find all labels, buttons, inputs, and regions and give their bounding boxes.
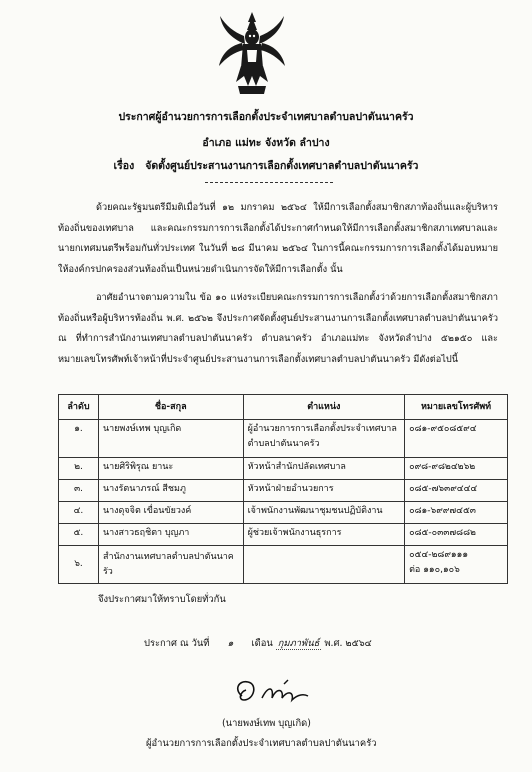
garuda-emblem-icon — [216, 10, 288, 96]
table-row — [59, 546, 508, 584]
row-phone: ๐๘๕-๐๓๓๗๘๘๒ — [405, 524, 508, 546]
row-name: นางดุจจิต เขื่อนขัยวงค์ — [98, 502, 243, 524]
announcement-title: ประกาศผู้อำนวยการการเลือกตั้งประจำเทศบาลตำบลปาตันนาครัว — [118, 111, 414, 123]
row-no: ๓. — [59, 480, 99, 502]
announce-year: พ.ศ. ๒๕๖๔ — [324, 638, 372, 649]
paragraph-2: อาศัยอำนาจตามความใน ข้อ ๑๐ แห่งระเบียบคณะกรรมการการเลือกตั้งว่าด้วยการเลือกตั้งสมาชิกสภาท้องถิ่นหรือผู้บริหารท้องถิ่น พ.ศ. ๒๕๖๒ จึงประกาศจัดตั้งศูนย์ประสานงานการเลือกตั้งเทศบาลตำบลปาตันนาครัว ณ ที่ทำการสำนักงานเทศบาลตำบลปาตันนาครัว ตำบลนาครัว อำเภอแม่ทะ จังหวัดลำปาง ๕๒๑๕๐ และหมายเลขโทรศัพท์เจ้าหน้าที่ประจำศูนย์ประสานงานการเลือกตั้งเทศบาลตำบลปาตันนาครัว มีดังต่อไปนี้ — [58, 292, 498, 365]
row-name: นายศิริพิรุณ ยานะ — [98, 458, 243, 480]
row-position: หัวหน้าสำนักปลัดเทศบาล — [243, 458, 405, 480]
subject-label: เรื่อง — [113, 160, 135, 172]
row-position: ผู้อำนวยการการเลือกตั้งประจำเทศบาลตำบลปาตันนาครัว — [243, 420, 405, 458]
signer-title: ผู้อำนวยการการเลือกตั้งประจำเทศบาลตำบลปาตันนาครัว — [146, 738, 377, 749]
row-position: หัวหน้าฝ่ายอำนวยการ — [243, 480, 405, 502]
announce-month: กุมภาพันธ์ — [277, 638, 320, 649]
table-row — [59, 420, 508, 458]
subject-line — [0, 157, 532, 174]
row-name: นางรัตนาภรณ์ สีชมภู — [98, 480, 243, 502]
row-phone: ๐๘๑-๖๙๙๗๔๕๓ — [405, 502, 508, 524]
row-phone: ๐๘๑-๙๕๐๘๕๙๔ — [405, 420, 508, 458]
row-name: นายพงษ์เทพ บุญเกิด — [98, 420, 243, 458]
row-position: เจ้าพนักงานพัฒนาชุมชนปฏิบัติงาน — [243, 502, 405, 524]
row-no: ๕. — [59, 524, 99, 546]
header-phone: หมายเลขโทรศัพท์ — [405, 395, 508, 420]
row-phone-ext: ต่อ ๑๑๐,๑๐๖ — [409, 565, 460, 575]
district-line: อำเภอ แม่ทะ จังหวัด ลำปาง — [202, 137, 330, 149]
row-no: ๑. — [59, 420, 99, 458]
closing-notice: จึงประกาศมาให้ทราบโดยทั่วกัน — [98, 594, 226, 605]
row-phone-main: ๐๕๔-๒๘๙๑๑๑ — [409, 550, 469, 560]
row-position: ผู้ช่วยเจ้าพนักงานธุรการ — [243, 524, 405, 546]
signer-name: (นายพงษ์เทพ บุญเกิด) — [222, 718, 311, 729]
announce-day: ๑ — [227, 638, 234, 649]
row-no: ๒. — [59, 458, 99, 480]
coordinator-table — [58, 394, 508, 584]
signature — [228, 676, 324, 710]
header-name: ชื่อ-สกุล — [98, 395, 243, 420]
table-row — [59, 524, 508, 546]
header-no: ลำดับ — [59, 395, 99, 420]
month-label: เดือน — [251, 638, 273, 649]
announce-date-line — [144, 636, 372, 651]
announce-label: ประกาศ ณ วันที่ — [144, 638, 210, 649]
row-phone — [405, 546, 508, 584]
title-separator — [205, 182, 333, 183]
subject-text: จัดตั้งศูนย์ประสานงานการเลือกตั้งเทศบาลตำบลปาตันนาครัว — [145, 160, 419, 172]
table-row — [59, 502, 508, 524]
row-no: ๔. — [59, 502, 99, 524]
table-header-row — [59, 395, 508, 420]
row-phone: ๐๙๘-๙๘๒๔๒๖๒ — [405, 458, 508, 480]
row-no: ๖. — [59, 546, 99, 584]
row-name: นางสาวธฤชิตา บุญภา — [98, 524, 243, 546]
row-position — [243, 546, 405, 584]
row-name: สำนักงานเทศบาลตำบลปาตันนาครัว — [98, 546, 243, 584]
table-row — [59, 458, 508, 480]
row-phone: ๐๘๕-๗๖๓๙๔๔๔ — [405, 480, 508, 502]
paragraph-1: ด้วยคณะรัฐมนตรีมีมติเมื่อวันที่ ๑๒ มกราคม ๒๕๖๔ ให้มีการเลือกตั้งสมาชิกสภาท้องถิ่นและผู้บริหารท้องถิ่นของเทศบาล และคณะกรรมการการเลือกตั้งได้ประกาศกำหนดให้มีการเลือกตั้งสมาชิกสภาเทศบาลและนายกเทศมนตรีพร้อมกันทั่วประเทศ ในวันที่ ๒๘ มีนาคม ๒๕๖๔ ในการนี้คณะกรรมการการเลือกตั้งได้มอบหมายให้องค์กรปกครองส่วนท้องถิ่นเป็นหน่วยดำเนินการจัดให้มีการเลือกตั้ง นั้น — [58, 202, 498, 275]
header-position: ตำแหน่ง — [243, 395, 405, 420]
table-row — [59, 480, 508, 502]
